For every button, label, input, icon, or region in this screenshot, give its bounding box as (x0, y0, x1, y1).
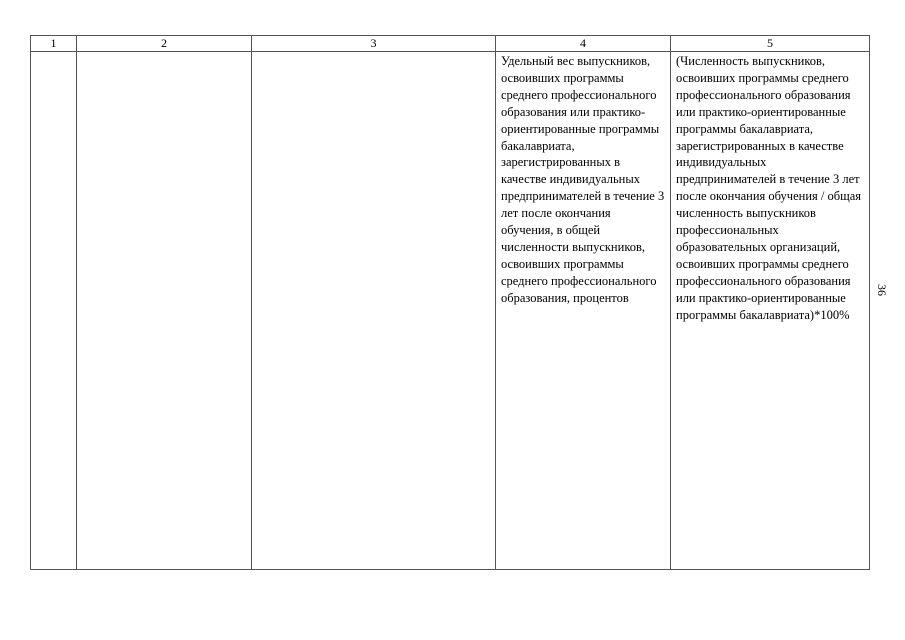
cell-indicator-formula (671, 52, 870, 570)
indicator-name-text: Удельный вес выпускников, освоивших программы среднего профессионального образования или практико-ориентированные программы бакалавриата, зарегистрированных в качестве индивидуальных предпринимателей в течение 3 лет после окончания обучения, в общей численности выпускников, освоивших программы среднего профессионального образования, процентов (501, 54, 665, 305)
cell-col3 (252, 52, 496, 570)
column-header-4: 4 (496, 36, 671, 52)
column-header-2: 2 (77, 36, 252, 52)
cell-col2 (77, 52, 252, 570)
column-header-3: 3 (252, 36, 496, 52)
page-number: 36 (875, 284, 889, 296)
column-number-row (31, 36, 870, 52)
column-header-1: 1 (31, 36, 77, 52)
indicator-table (30, 35, 870, 570)
cell-col1 (31, 52, 77, 570)
indicator-formula-text: (Численность выпускников, освоивших программы среднего профессионального образования или практико-ориентированные программы бакалавриата, зарегистрированных в качестве индивидуальных предпринимателей в течение 3 лет после окончания обучения / общая численность выпускников профессиональных образовательных организаций, освоивших программы среднего профессионального образования или практико-ориентированные программы бакалавриата)*100% (676, 54, 862, 322)
table-row (31, 52, 870, 570)
column-header-5: 5 (671, 36, 870, 52)
cell-indicator-name (496, 52, 671, 570)
